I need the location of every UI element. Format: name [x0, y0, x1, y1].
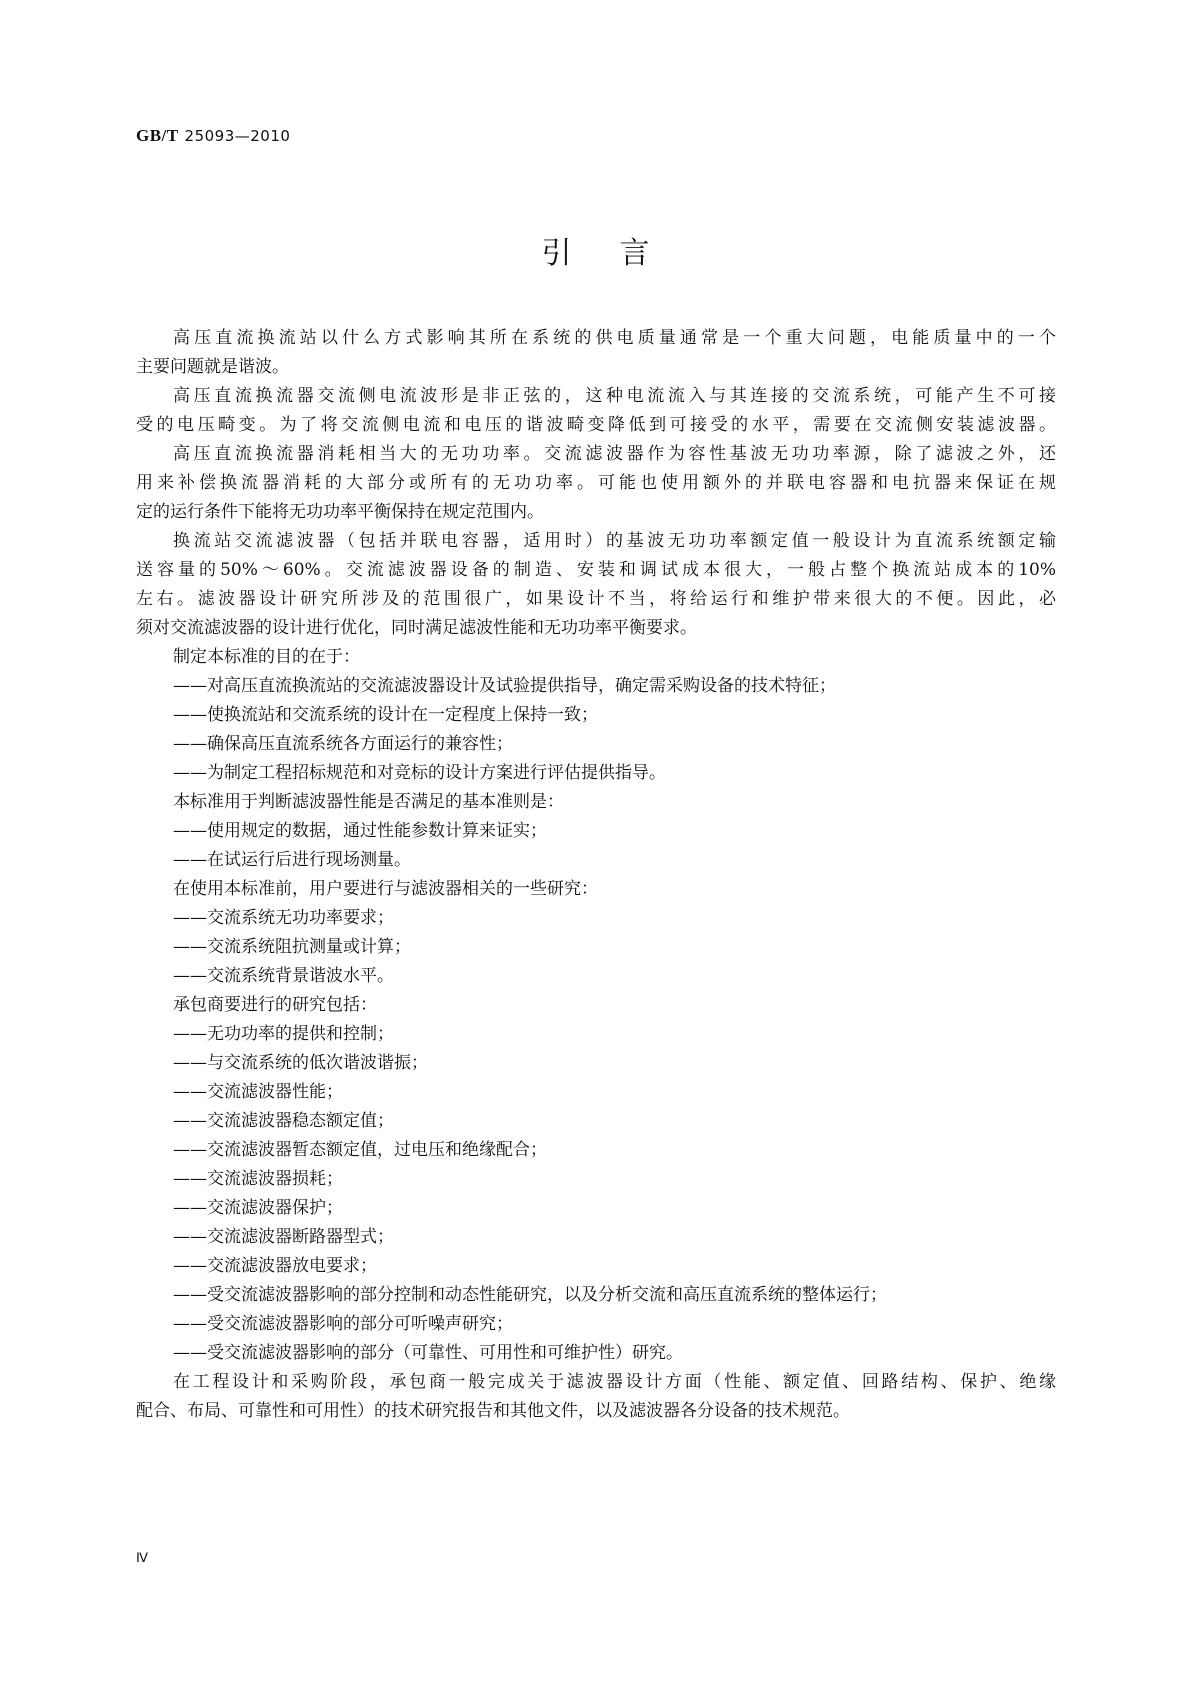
text-line: 配合、布局、可靠性和可用性）的技术研究报告和其他文件，以及滤波器各分设备的技术规范。 [136, 1401, 850, 1421]
page-title: 引言 [541, 236, 698, 271]
text-line: ——为制定工程招标规范和对竞标的设计方案进行评估提供指导。 [173, 763, 666, 783]
text-line: ——交流系统阻抗测量或计算； [173, 937, 411, 957]
introduction-body [136, 324, 1056, 1426]
text-line: 本标准用于判断滤波器性能是否满足的基本准则是： [173, 792, 564, 812]
text-line: ——交流滤波器损耗； [173, 1169, 343, 1189]
text-line: ——使用规定的数据，通过性能参数计算来证实； [173, 821, 547, 841]
standard-prefix: GB/T [136, 126, 179, 145]
standard-code-header [136, 126, 290, 146]
text-line: 定的运行条件下能将无功功率平衡保持在规定范围内。 [136, 502, 544, 522]
text-line: ——交流系统无功功率要求； [173, 908, 394, 928]
text-line: 高压直流换流器消耗相当大的无功功率。交流滤波器作为容性基波无功功率源，除了滤波之外，还 [173, 444, 1056, 464]
text-line: 在使用本标准前，用户要进行与滤波器相关的一些研究： [173, 879, 598, 899]
text-line: ——受交流滤波器影响的部分可听噪声研究； [173, 1314, 513, 1334]
text-line: ——在试运行后进行现场测量。 [173, 850, 411, 870]
text-line: ——使换流站和交流系统的设计在一定程度上保持一致； [173, 705, 598, 725]
text-line: 主要问题就是谐波。 [136, 357, 289, 377]
text-line: ——无功功率的提供和控制； [173, 1024, 394, 1044]
text-line: ——交流滤波器断路器型式； [173, 1227, 394, 1247]
text-line: 制定本标准的目的在于： [173, 647, 360, 667]
text-line: ——确保高压直流系统各方面运行的兼容性； [173, 734, 513, 754]
text-line: ——交流滤波器放电要求； [173, 1256, 377, 1276]
text-line: 在工程设计和采购阶段，承包商一般完成关于滤波器设计方面（性能、额定值、回路结构、保护、绝缘 [173, 1372, 1056, 1392]
text-line: ——受交流滤波器影响的部分（可靠性、可用性和可维护性）研究。 [173, 1343, 683, 1363]
text-line: 送容量的50%～60%。交流滤波器设备的制造、安装和调试成本很大，一般占整个换流站成本的10% [136, 560, 1056, 580]
text-line: ——对高压直流换流站的交流滤波器设计及试验提供指导，确定需采购设备的技术特征； [173, 676, 836, 696]
text-line: ——与交流系统的低次谐波谐振； [173, 1053, 428, 1073]
page-number: Ⅳ [136, 1550, 148, 1565]
standard-number: 25093—2010 [184, 127, 291, 145]
text-line: ——交流系统背景谐波水平。 [173, 966, 394, 986]
text-line: 承包商要进行的研究包括： [173, 995, 377, 1015]
text-line: 须对交流滤波器的设计进行优化，同时满足滤波性能和无功功率平衡要求。 [136, 618, 697, 638]
text-line: 高压直流换流站以什么方式影响其所在系统的供电质量通常是一个重大问题，电能质量中的一个 [173, 328, 1056, 348]
text-line: 换流站交流滤波器（包括并联电容器，适用时）的基波无功功率额定值一般设计为直流系统额定输 [173, 531, 1056, 551]
text-line: ——交流滤波器性能； [173, 1082, 343, 1102]
text-line: 用来补偿换流器消耗的大部分或所有的无功功率。可能也使用额外的并联电容器和电抗器来保证在规 [136, 473, 1056, 493]
text-line: ——受交流滤波器影响的部分控制和动态性能研究，以及分析交流和高压直流系统的整体运行； [173, 1285, 887, 1305]
text-line: ——交流滤波器稳态额定值； [173, 1111, 394, 1131]
text-line: ——交流滤波器暂态额定值，过电压和绝缘配合； [173, 1140, 547, 1160]
text-line: ——交流滤波器保护； [173, 1198, 343, 1218]
text-line: 左右。滤波器设计研究所涉及的范围很广，如果设计不当，将给运行和维护带来很大的不便。因此，必 [136, 589, 1056, 609]
text-line: 受的电压畸变。为了将交流侧电流和电压的谐波畸变降低到可接受的水平，需要在交流侧安装滤波器。 [136, 415, 1056, 435]
text-line: 高压直流换流器交流侧电流波形是非正弦的，这种电流流入与其连接的交流系统，可能产生不可接 [173, 386, 1056, 406]
